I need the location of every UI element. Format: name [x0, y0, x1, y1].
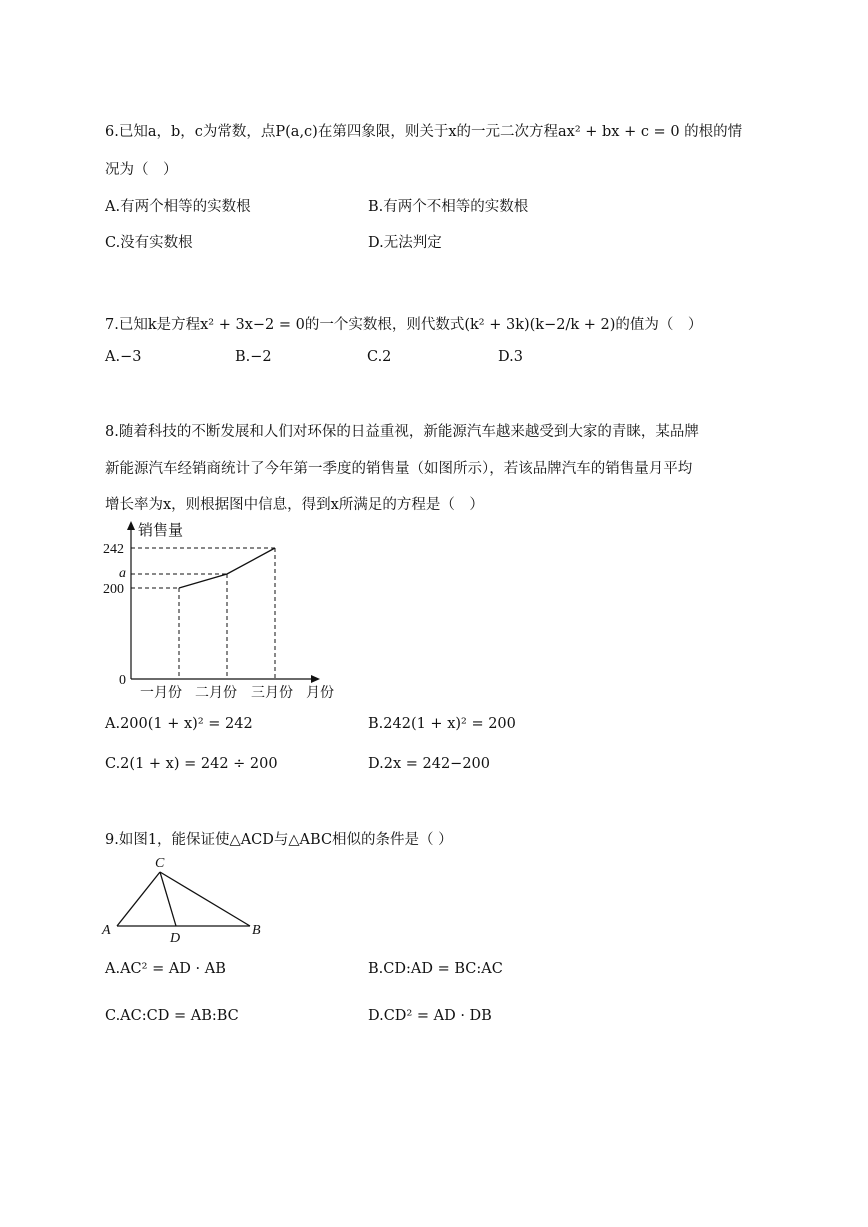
q9-stem: 9.如图1，能保证使△ACD与△ABC相似的条件是（ ）: [105, 832, 453, 848]
q9-triangle-figure: [100, 850, 270, 945]
chart-ylabel: 销售量: [138, 521, 184, 539]
q7-option-b: B.−2: [235, 349, 272, 365]
x-axis-arrow: [311, 675, 320, 683]
y-axis-arrow: [127, 521, 135, 530]
chart-xlabel: 月份: [306, 685, 334, 701]
q6-option-c: C.没有实数根: [105, 235, 193, 251]
q6-stem-line1: 6.已知a，b，c为常数，点P(a,c)在第四象限，则关于x的一元二次方程ax² + bx + c = 0 的根的情: [105, 124, 743, 140]
q6-option-a: A.有两个相等的实数根: [105, 199, 251, 215]
label-c: C: [155, 856, 165, 871]
segment-ac: [117, 872, 160, 926]
label-d: D: [170, 931, 181, 945]
chart-origin: 0: [119, 673, 126, 688]
y-tick-200: 200: [103, 582, 124, 597]
q8-stem-line1: 8.随着科技的不断发展和人们对环保的日益重视，新能源汽车越来越受到大家的青睐，某品牌: [105, 424, 699, 440]
q8-option-a: A.200(1 + x)² = 242: [105, 716, 253, 732]
x-tick-jan: 一月份: [140, 685, 182, 701]
q7-option-d: D.3: [498, 349, 523, 365]
q7-option-a: A.−3: [105, 349, 142, 365]
q6-stem-line2: 况为（ ）: [105, 162, 178, 178]
q6-option-d: D.无法判定: [368, 235, 442, 251]
q7-option-c: C.2: [367, 349, 392, 365]
q8-sales-chart: [100, 515, 350, 705]
q8-stem-line3: 增长率为x，则根据图中信息，得到x所满足的方程是（ ）: [105, 497, 484, 513]
q8-option-c: C.2(1 + x) = 242 ÷ 200: [105, 756, 278, 772]
q9-option-a: A.AC² = AD · AB: [105, 961, 226, 977]
q8-stem-line2: 新能源汽车经销商统计了今年第一季度的销售量（如图所示），若该品牌汽车的销售量月平均: [105, 461, 693, 477]
label-b: B: [252, 923, 261, 938]
q8-option-d: D.2x = 242−200: [368, 756, 490, 772]
q9-option-c: C.AC:CD = AB:BC: [105, 1008, 239, 1024]
q9-option-b: B.CD:AD = BC:AC: [368, 961, 503, 977]
q9-option-d: D.CD² = AD · DB: [368, 1008, 492, 1024]
label-a: A: [102, 923, 111, 938]
y-tick-a: a: [119, 566, 126, 581]
x-tick-feb: 二月份: [195, 685, 237, 701]
y-tick-242: 242: [103, 542, 124, 557]
q8-option-b: B.242(1 + x)² = 200: [368, 716, 516, 732]
q7-stem: 7.已知k是方程x² + 3x−2 = 0的一个实数根，则代数式(k² + 3k)(k−2/k + 2)的值为（ ）: [105, 317, 703, 333]
q6-option-b: B.有两个不相等的实数根: [368, 199, 529, 215]
x-tick-mar: 三月份: [251, 685, 293, 701]
